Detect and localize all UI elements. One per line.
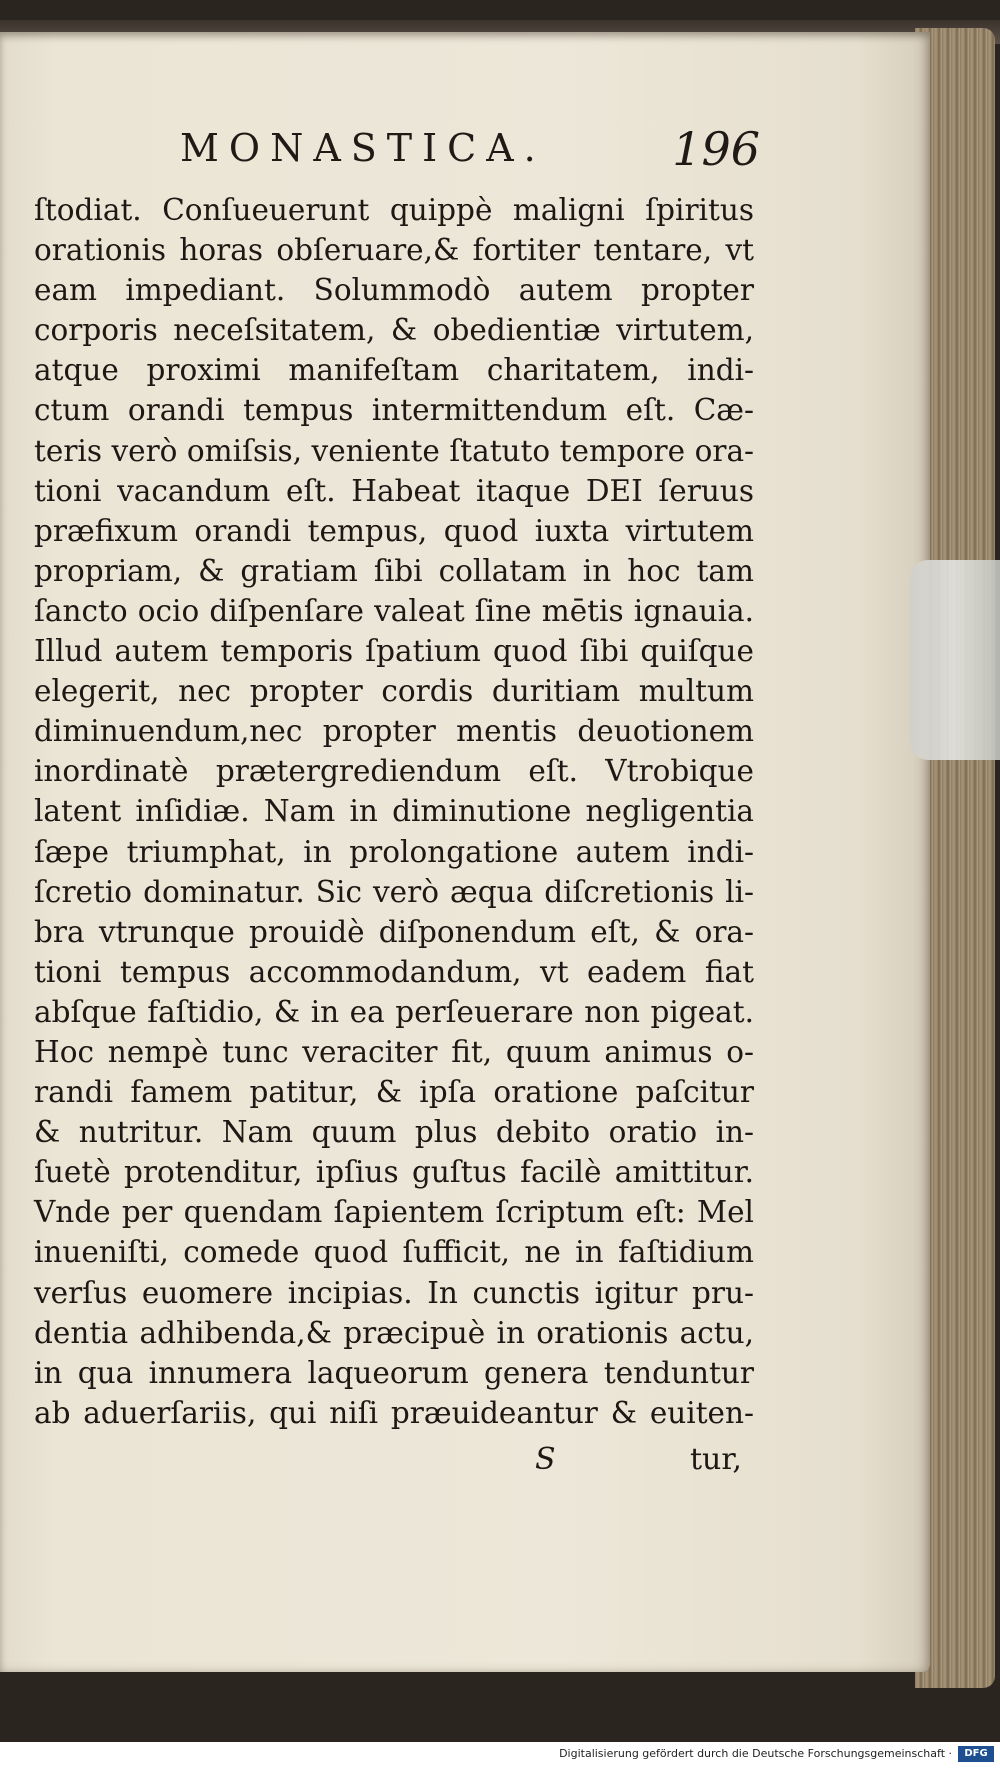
text-line: dentia adhibenda,& præcipuè in orationis actu, (34, 1315, 754, 1350)
running-head: MONASTICA. (180, 126, 546, 170)
text-line: tioni vacandum eſt. Habeat itaque DEI ſeruus (34, 473, 754, 508)
text-line: elegerit, nec propter cordis duritiam multum (34, 674, 754, 709)
text-line: orationis horas obſeruare,& fortiter tentare, vt (34, 233, 754, 268)
text-line: ab aduerſariis, qui niſi præuideantur & euiten- (34, 1395, 754, 1430)
body-text (34, 190, 754, 1433)
text-line: tioni tempus accommodandum, vt eadem fiat (34, 954, 754, 989)
text-line: abſque faſtidio, & in ea perſeuerare non pigeat. (34, 994, 754, 1029)
text-line: ſuetè protenditur, ipſius guſtus facilè amittitur. (34, 1155, 754, 1190)
text-line: randi famem patitur, & ipſa oratione paſcitur (34, 1075, 754, 1110)
signature-mark: S (535, 1442, 556, 1477)
text-line: ctum orandi tempus intermittendum eſt. Cæ- (34, 393, 754, 428)
text-line: teris verò omiſsis, veniente ſtatuto tempore ora- (34, 433, 754, 468)
page-number: 196 (672, 122, 760, 176)
text-line: ſancto ocio diſpenſare valeat ſine mētis ignauia. (34, 593, 754, 628)
text-line: bra vtrunque prouidè diſponendum eſt, & ora- (34, 914, 754, 949)
text-line: Illud autem temporis ſpatium quod ſibi quiſque (34, 634, 754, 669)
text-line: Hoc nempè tunc veraciter fit, quum animus o- (34, 1034, 754, 1069)
digitization-notice: Digitalisierung gefördert durch die Deutsche Forschungsgemeinschaft · (559, 1747, 952, 1760)
text-line: præfixum orandi tempus, quod iuxta virtutem (34, 513, 754, 548)
text-line: ſæpe triumphat, in prolongatione autem indi- (34, 834, 754, 869)
text-line: diminuendum,nec propter mentis deuotionem (34, 714, 754, 749)
text-line: Vnde per quendam ſapientem ſcriptum eſt: Mel (34, 1195, 754, 1230)
text-line: inueniſti, comede quod ſufficit, ne in faſtidium (34, 1235, 754, 1270)
text-line: ſcretio dominatur. Sic verò æqua diſcretionis li- (34, 874, 754, 909)
catchword: tur, (690, 1442, 742, 1477)
text-line: & nutritur. Nam quum plus debito oratio in- (34, 1115, 754, 1150)
text-line: inordinatè prætergrediendum eſt. Vtrobique (34, 754, 754, 789)
text-line: latent inſidiæ. Nam in diminutione negligentia (34, 794, 754, 829)
text-line: in qua innumera laqueorum genera tenduntur (34, 1355, 754, 1390)
digitization-bar (0, 1742, 1000, 1768)
text-line: verſus euomere incipias. In cunctis igitur pru- (34, 1275, 754, 1310)
dfg-logo-icon: DFG (958, 1746, 994, 1762)
page-clip (910, 560, 1000, 760)
text-line: ſtodiat. Conſueuerunt quippè maligni ſpiritus (34, 193, 754, 227)
text-line: corporis neceſsitatem, & obedientiæ virtutem, (34, 313, 754, 348)
text-line: propriam, & gratiam ſibi collatam in hoc tam (34, 553, 754, 588)
text-line: atque proximi manifeſtam charitatem, indi- (34, 353, 754, 388)
page-header (180, 122, 760, 182)
text-line: eam impediant. Solummodò autem propter (34, 273, 754, 308)
